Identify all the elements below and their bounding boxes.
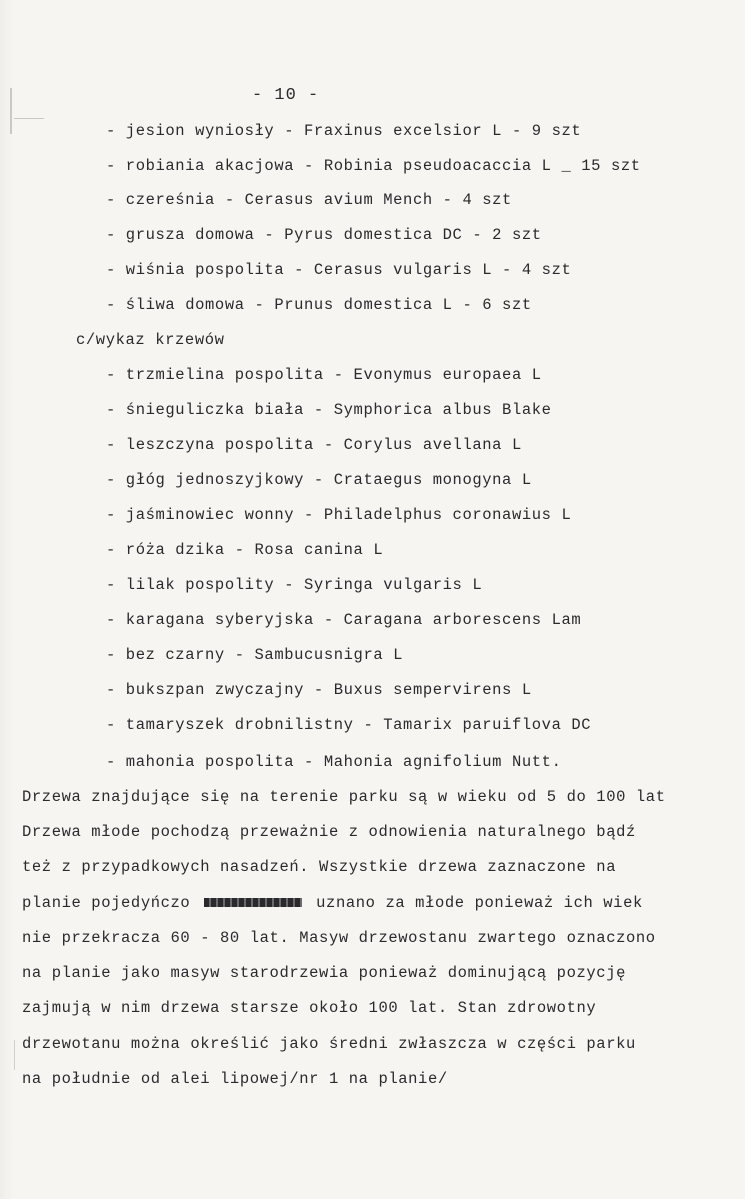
shrub-list-item: - trzmielina pospolita - Evonymus europaea L <box>106 366 542 384</box>
tree-list-item: - śliwa domowa - Prunus domestica L - 6 szt <box>106 296 532 314</box>
paragraph-line: drzewotanu można określić jako średni zwłaszcza w części parku <box>22 1035 636 1053</box>
shrub-list-item: - głóg jednoszyjkowy - Crataegus monogyna L <box>106 471 532 489</box>
shrub-list-item: - bukszpan zwyczajny - Buxus sempervirens L <box>106 681 532 699</box>
paragraph-line: Drzewa znajdujące się na terenie parku są w wieku od 5 do 100 lat <box>22 788 666 806</box>
paragraph-line: Drzewa młode pochodzą przeważnie z odnowienia naturalnego bądź <box>22 823 636 841</box>
paragraph-text: planie pojedyńczo <box>22 894 191 912</box>
shrub-list-item: - karagana syberyjska - Caragana arborescens Lam <box>106 611 582 629</box>
paragraph-text: uznano za młode ponieważ ich wiek <box>316 894 643 912</box>
tree-list-item: - robiania akacjowa - Robinia pseudoacaccia L _ 15 szt <box>106 157 641 175</box>
margin-mark <box>14 118 44 119</box>
shrub-list-item: - bez czarny - Sambucusnigra L <box>106 646 404 664</box>
margin-mark <box>10 88 12 134</box>
struck-out-text <box>204 898 302 907</box>
paragraph-line: nie przekracza 60 - 80 lat. Masyw drzewostanu zwartego oznaczono <box>22 929 656 947</box>
paragraph-line: zajmują w nim drzewa starsze około 100 lat. Stan zdrowotny <box>22 999 597 1017</box>
tree-list-item: - czereśnia - Cerasus avium Mench - 4 szt <box>106 191 512 209</box>
shrub-list-item: - mahonia pospolita - Mahonia agnifolium Nutt. <box>106 753 562 771</box>
paragraph-line <box>22 893 643 913</box>
paragraph-line: na południe od alei lipowej/nr 1 na planie/ <box>22 1070 448 1088</box>
margin-mark <box>14 1040 15 1070</box>
tree-list-item: - grusza domowa - Pyrus domestica DC - 2 szt <box>106 226 542 244</box>
shrub-list-item: - lilak pospolity - Syringa vulgaris L <box>106 576 483 594</box>
shrub-list-item: - tamaryszek drobnilistny - Tamarix paruiflova DC <box>106 716 592 734</box>
page-number: - 10 - <box>252 86 320 105</box>
tree-list-item: - wiśnia pospolita - Cerasus vulgaris L - 4 szt <box>106 261 572 279</box>
shrub-list-item: - śnieguliczka biała - Symphorica albus Blake <box>106 401 552 419</box>
shrub-list-item: - leszczyna pospolita - Corylus avellana L <box>106 436 522 454</box>
paragraph-line: też z przypadkowych nasadzeń. Wszystkie drzewa zaznaczone na <box>22 858 617 876</box>
tree-list-item: - jesion wyniosły - Fraxinus excelsior L - 9 szt <box>106 122 582 140</box>
shrub-list-item: - róża dzika - Rosa canina L <box>106 541 384 559</box>
paragraph-line: na planie jako masyw starodrzewia ponieważ dominującą pozycję <box>22 964 626 982</box>
shrubs-heading: c/wykaz krzewów <box>76 331 225 349</box>
shrub-list-item: - jaśminowiec wonny - Philadelphus coronawius L <box>106 506 572 524</box>
